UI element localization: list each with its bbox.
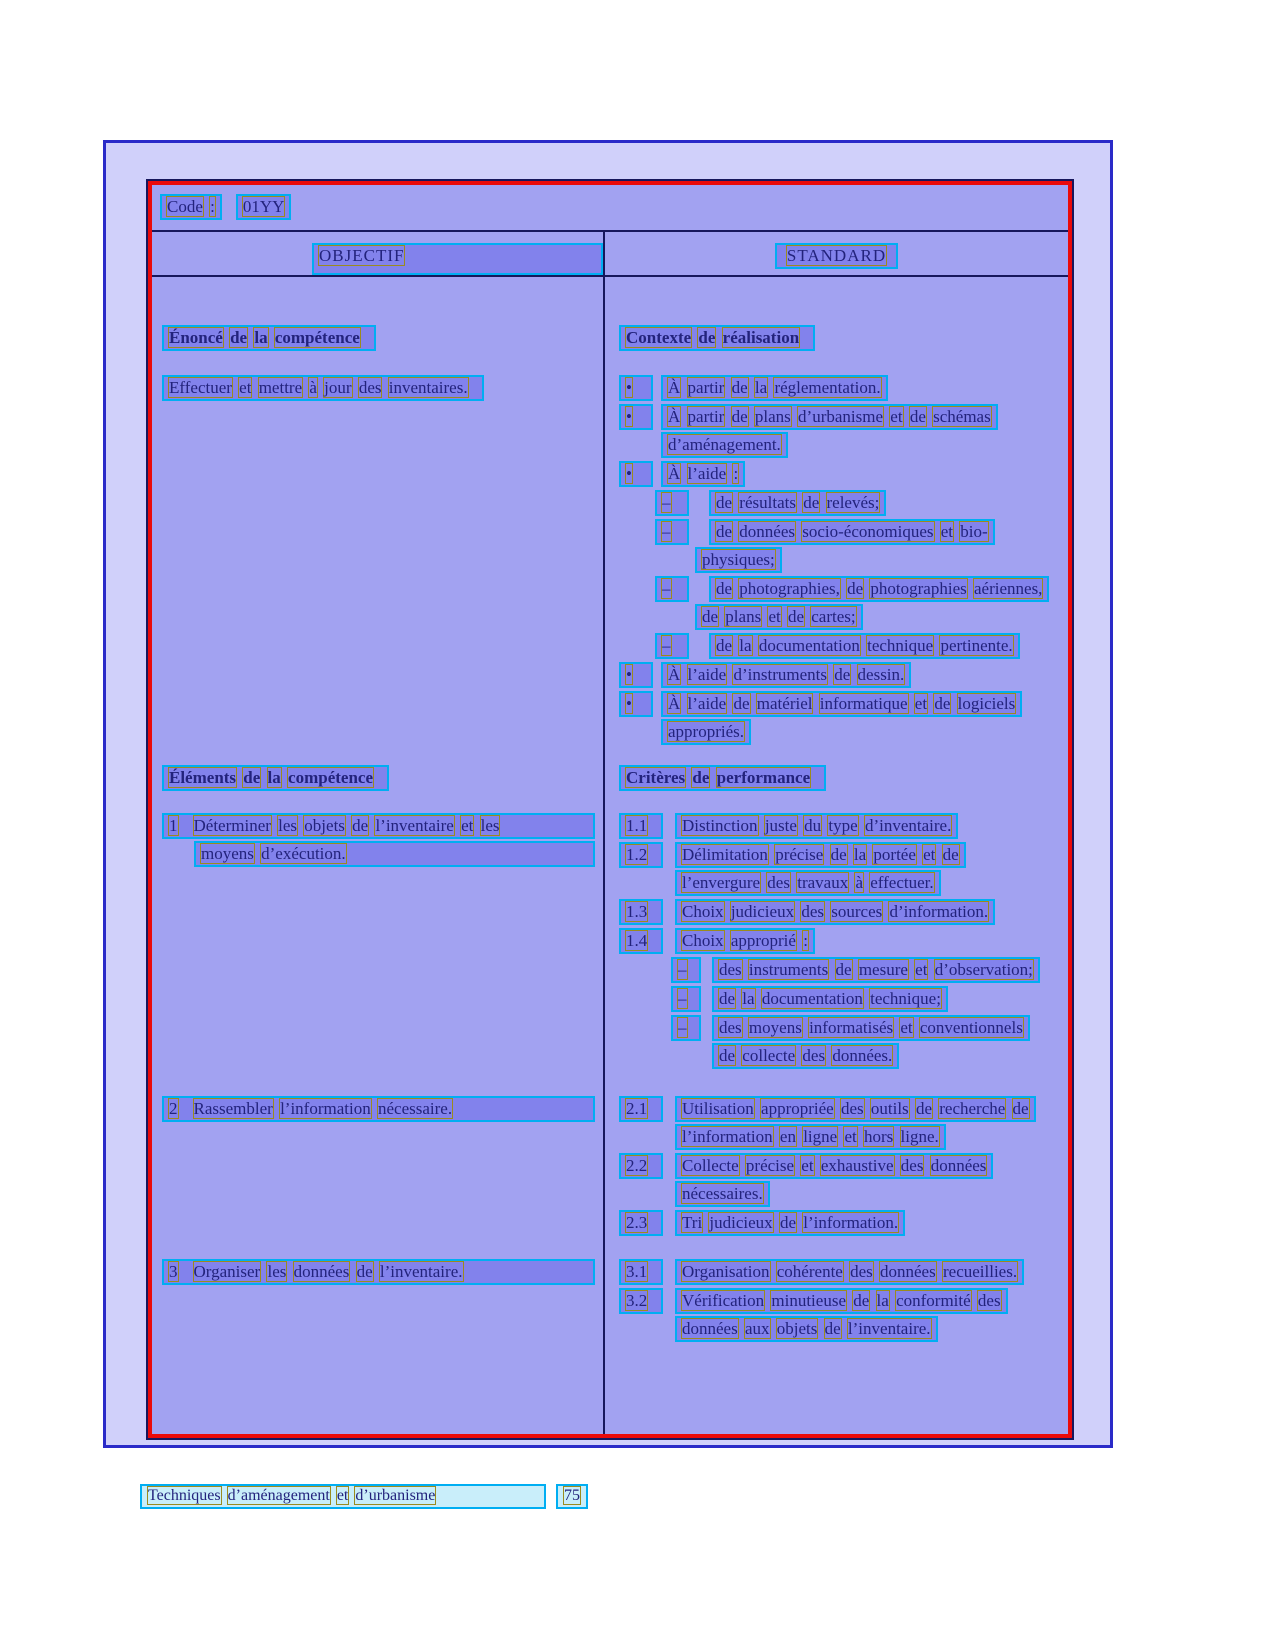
list-item-text: de plans et de cartes; [695, 604, 863, 630]
criteria-item [605, 928, 1068, 954]
element-item [152, 1096, 603, 1122]
criteria-text: Vérification minutieuse de la conformité des [675, 1288, 1008, 1314]
dash-marker: – [671, 1015, 701, 1041]
element-number: 2 [169, 1099, 178, 1118]
criteria-subitem [605, 1015, 1068, 1069]
dash-marker: – [671, 986, 701, 1012]
criteria-number: 1.3 [619, 899, 663, 925]
list-item-text: de photographies, de photographies aériennes, [709, 576, 1049, 602]
element-item-line [162, 1259, 595, 1285]
column-header-standard: STANDARD [775, 243, 898, 269]
list-item [605, 691, 1068, 745]
contexte-title: Contexte de réalisation [619, 325, 815, 351]
list-subitem [605, 576, 1068, 630]
criteres-title: Critères de performance [619, 765, 826, 791]
code-value: 01YY [236, 194, 292, 220]
criteria-subitem [605, 957, 1068, 983]
criteria-text: Utilisation appropriée des outils de recherche de [675, 1096, 1036, 1122]
criteria-text: données aux objets de l’inventaire. [675, 1316, 938, 1342]
standard-header-cell [603, 232, 1068, 275]
element-item-line [162, 813, 595, 839]
enonce-statement-cell [152, 365, 603, 755]
criteria-text: Organisation cohérente des données recueillies. [675, 1259, 1024, 1285]
element-item-line [162, 1096, 595, 1122]
element-item [152, 1259, 603, 1285]
contexte-title-cell [603, 277, 1068, 365]
criteria-number: 3.2 [619, 1288, 663, 1314]
column-header-row [152, 232, 1068, 277]
list-item [605, 662, 1068, 688]
criteria-subitem [605, 986, 1068, 1012]
criteria-text: des moyens informatisés et conventionnels [712, 1015, 1030, 1041]
element-number: 1 [169, 816, 178, 835]
list-item-text: À l’aide de matériel informatique et de logiciels [661, 691, 1022, 717]
page-frame [103, 140, 1113, 1448]
criteria-group-3-cell [603, 1255, 1068, 1434]
criteria-text: de la documentation technique; [712, 986, 948, 1012]
bullet-marker: • [619, 375, 653, 401]
competency-table-inner [148, 181, 1072, 1438]
footer-page-number: 75 [556, 1484, 588, 1509]
elements-title-cell [152, 755, 603, 805]
criteria-text: l’information en ligne et hors ligne. [675, 1124, 946, 1150]
criteres-title-cell [603, 755, 1068, 805]
criteria-number: 1.1 [619, 813, 663, 839]
element-3-cell [152, 1255, 603, 1434]
dash-marker: – [655, 490, 689, 516]
criteria-group-1-cell [603, 805, 1068, 1090]
criteria-item [605, 1210, 1068, 1236]
criteria-group-2-cell [603, 1090, 1068, 1255]
criteria-text: Distinction juste du type d’inventaire. [675, 813, 958, 839]
dash-marker: – [655, 576, 689, 602]
criteria-text: l’envergure des travaux à effectuer. [675, 870, 941, 896]
list-item-text: de la documentation technique pertinente. [709, 633, 1020, 659]
criteria-item [605, 899, 1068, 925]
list-item [605, 375, 1068, 401]
list-subitem [605, 490, 1068, 516]
bullet-marker: • [619, 461, 653, 487]
criteria-number: 2.1 [619, 1096, 663, 1122]
dash-marker: – [671, 957, 701, 983]
criteria-text: Tri judicieux de l’information. [675, 1210, 905, 1236]
criteria-number: 3.1 [619, 1259, 663, 1285]
element-text: moyens d’exécution. [194, 841, 595, 867]
criteria-text: nécessaires. [675, 1181, 770, 1207]
criteria-number: 1.4 [619, 928, 663, 954]
list-subitem [605, 633, 1068, 659]
criteria-text: Délimitation précise de la portée et de [675, 842, 966, 868]
bullet-marker: • [619, 662, 653, 688]
code-row [152, 185, 1068, 232]
element-number: 3 [169, 1262, 178, 1281]
list-item-text: de résultats de relevés; [709, 490, 886, 516]
enonce-title-cell [152, 277, 603, 365]
objectif-header-cell [152, 232, 603, 275]
list-item-text: À partir de plans d’urbanisme et de schémas [661, 404, 998, 430]
element-1-cell [152, 805, 603, 1090]
enonce-statement: Effectuer et mettre à jour des inventaires. [162, 375, 484, 401]
criteria-text: Choix judicieux des sources d’information. [675, 899, 995, 925]
criteria-number: 2.3 [619, 1210, 663, 1236]
list-subitem [605, 519, 1068, 573]
criteria-number: 2.2 [619, 1153, 663, 1179]
criteria-item [605, 1259, 1068, 1285]
element-item [152, 813, 603, 867]
footer-document-title: Techniques d’aménagement et d’urbanisme [140, 1484, 546, 1509]
criteria-text: de collecte des données. [712, 1043, 899, 1069]
element-text: Déterminer les objets de l’inventaire et les [193, 816, 500, 835]
criteria-number: 1.2 [619, 842, 663, 868]
list-item-text: physiques; [695, 547, 782, 573]
criteria-item [605, 1153, 1068, 1207]
page-footer [140, 1484, 588, 1509]
list-item-text: À partir de la réglementation. [661, 375, 888, 401]
table-body [152, 277, 1068, 1434]
criteria-text: Choix approprié : [675, 928, 815, 954]
criteria-text: Collecte précise et exhaustive des données [675, 1153, 993, 1179]
criteria-item [605, 813, 1068, 839]
list-item [605, 404, 1068, 458]
competency-table [146, 179, 1074, 1440]
bullet-marker: • [619, 691, 653, 717]
criteria-item [605, 1096, 1068, 1150]
column-header-objectif: OBJECTIF [312, 243, 603, 275]
dash-marker: – [655, 633, 689, 659]
list-item-text: d’aménagement. [661, 432, 788, 458]
list-item-text: À l’aide d’instruments de dessin. [661, 662, 911, 688]
element-text: Organiser les données de l’inventaire. [193, 1262, 463, 1281]
criteria-item [605, 1288, 1068, 1342]
element-2-cell [152, 1090, 603, 1255]
list-item-text: de données socio-économiques et bio- [709, 519, 995, 545]
contexte-list-cell [603, 365, 1068, 755]
bullet-marker: • [619, 404, 653, 430]
element-text: Rassembler l’information nécessaire. [193, 1099, 453, 1118]
enonce-title: Énoncé de la compétence [162, 325, 376, 351]
criteria-item [605, 842, 1068, 896]
list-item-text: appropriés. [661, 719, 751, 745]
elements-title: Éléments de la compétence [162, 765, 389, 791]
list-item-text: À l’aide : [661, 461, 745, 487]
criteria-text: des instruments de mesure et d’observation; [712, 957, 1040, 983]
list-item [605, 461, 1068, 487]
dash-marker: – [655, 519, 689, 545]
code-label: Code : [160, 194, 222, 220]
